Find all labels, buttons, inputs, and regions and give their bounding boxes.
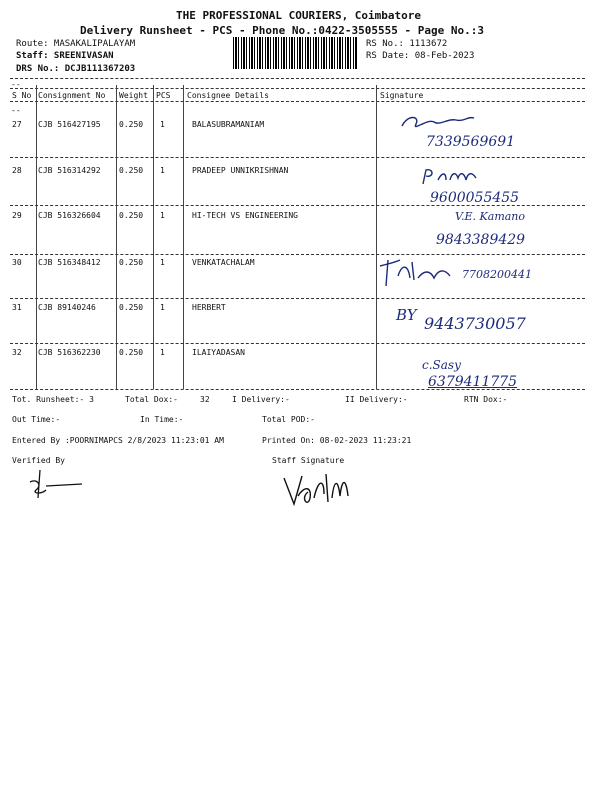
total-pod: Total POD:- — [262, 415, 315, 424]
rs-no: RS No.: 1113672 — [366, 39, 448, 49]
row-consignment: CJB 516326604 — [38, 211, 101, 220]
row-divider — [10, 205, 585, 206]
signature-phone: 9600055455 — [430, 190, 520, 206]
drs-label: DRS No.: DCJB111367203 — [16, 64, 136, 74]
total-dox-label: Total Dox:- — [125, 395, 178, 404]
signature-phone: 9443730057 — [424, 314, 526, 333]
row-sno: 32 — [12, 348, 22, 357]
row-weight: 0.250 — [119, 211, 144, 220]
row-pcs: 1 — [160, 303, 165, 312]
row-pcs: 1 — [160, 211, 165, 220]
signature-scribble — [378, 256, 458, 292]
signature-name: c.Sasy — [422, 358, 461, 372]
row-consignment: CJB 516362230 — [38, 348, 101, 357]
row-divider — [10, 343, 585, 344]
row-consignee: VENKATACHALAM — [192, 258, 255, 267]
row-divider — [10, 298, 585, 299]
row-pcs: 1 — [160, 120, 165, 129]
row-consignment: CJB 516348412 — [38, 258, 101, 267]
row-sno: 29 — [12, 211, 22, 220]
ii-delivery: II Delivery:- — [345, 395, 408, 404]
row-pcs: 1 — [160, 166, 165, 175]
divider — [10, 78, 585, 79]
row-consignee: BALASUBRAMANIAM — [192, 120, 265, 129]
row-consignee: ILAIYADASAN — [192, 348, 245, 357]
staff-label: Staff: SREENIVASAN — [16, 51, 114, 61]
row-consignee: PRADEEP UNNIKRISHNAN — [192, 166, 289, 175]
dash-marker: -- — [11, 106, 21, 115]
row-pcs: 1 — [160, 258, 165, 267]
row-weight: 0.250 — [119, 348, 144, 357]
verified-signature — [26, 468, 86, 502]
signature-scribble — [398, 112, 478, 136]
row-divider — [10, 157, 585, 158]
dash-marker: -- — [11, 80, 21, 89]
col-sno-header: S No — [12, 91, 32, 100]
tot-runsheet: Tot. Runsheet:- 3 — [12, 395, 94, 404]
row-pcs: 1 — [160, 348, 165, 357]
rtn-dox: RTN Dox:- — [464, 395, 508, 404]
staff-signature — [280, 468, 352, 512]
i-delivery: I Delivery:- — [232, 395, 290, 404]
row-sno: 31 — [12, 303, 22, 312]
row-sno: 30 — [12, 258, 22, 267]
row-consignment: CJB 516427195 — [38, 120, 101, 129]
col-consignee-header: Consignee Details — [187, 91, 269, 100]
divider — [10, 101, 585, 102]
signature-scribble — [420, 166, 490, 188]
signature-phone: 9843389429 — [436, 232, 526, 248]
staff-signature-label: Staff Signature — [272, 456, 345, 465]
entered-by: Entered By :POORNIMAPCS 2/8/2023 11:23:01 AM — [12, 436, 224, 445]
col-weight-header: Weight — [119, 91, 148, 100]
col-consignment-header: Consignment No — [38, 91, 106, 100]
route-label: Route: MASAKALIPALAYAM — [16, 39, 136, 49]
row-weight: 0.250 — [119, 166, 144, 175]
total-dox-value: 32 — [200, 395, 210, 404]
signature-phone: 7708200441 — [462, 268, 532, 281]
runsheet-subtitle: Delivery Runsheet - PCS - Phone No.:0422-3505555 - Page No.:3 — [80, 24, 484, 37]
in-time: In Time:- — [140, 415, 184, 424]
row-sno: 28 — [12, 166, 22, 175]
signature-name: V.E. Kamano — [455, 210, 526, 223]
row-weight: 0.250 — [119, 120, 144, 129]
divider — [10, 88, 585, 89]
row-consignee: HI-TECH VS ENGINEERING — [192, 211, 298, 220]
company-title: THE PROFESSIONAL COURIERS, Coimbatore — [176, 9, 422, 22]
row-weight: 0.250 — [119, 303, 144, 312]
col-signature-header: Signature — [380, 91, 424, 100]
out-time: Out Time:- — [12, 415, 61, 424]
verified-by-label: Verified By — [12, 456, 65, 465]
table-bottom-divider — [10, 389, 585, 390]
row-weight: 0.250 — [119, 258, 144, 267]
row-consignment: CJB 516314292 — [38, 166, 101, 175]
barcode-image — [233, 37, 358, 69]
signature-initials: BY — [396, 306, 417, 324]
row-sno: 27 — [12, 120, 22, 129]
printed-on: Printed On: 08-02-2023 11:23:21 — [262, 436, 412, 445]
signature-phone: 6379411775 — [428, 374, 518, 390]
row-consignee: HERBERT — [192, 303, 226, 312]
col-pcs-header: PCS — [156, 91, 171, 100]
row-consignment: CJB 89140246 — [38, 303, 96, 312]
row-divider — [10, 254, 585, 255]
rs-date: RS Date: 08-Feb-2023 — [366, 51, 475, 61]
signature-phone: 7339569691 — [426, 134, 516, 150]
